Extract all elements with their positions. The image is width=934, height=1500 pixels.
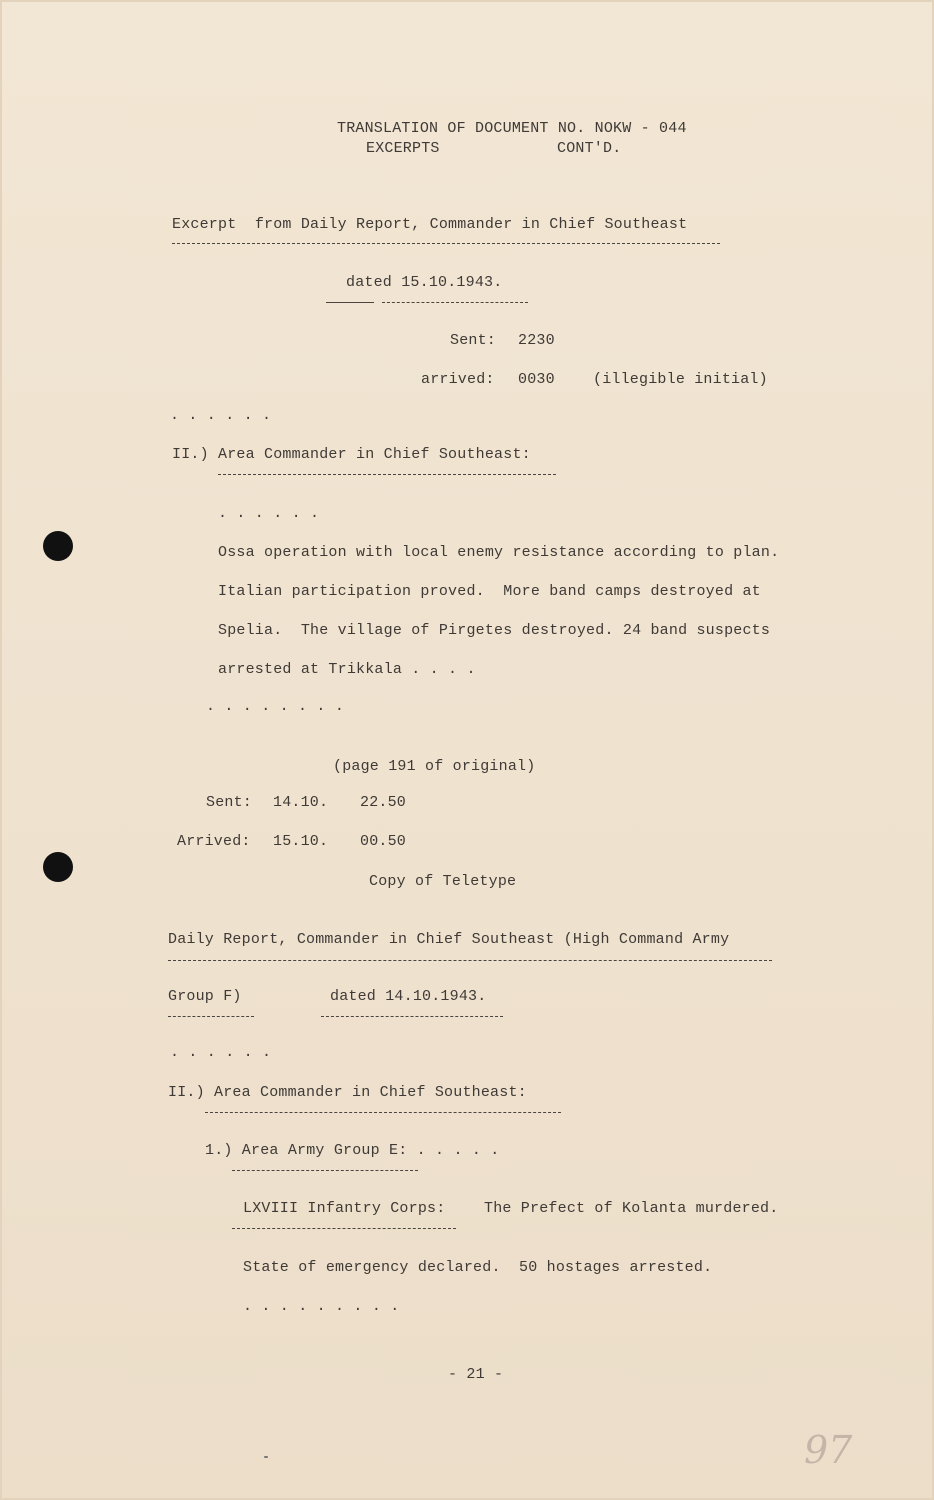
body-line: Spelia. The village of Pirgetes destroyed. 24 band suspects bbox=[218, 622, 771, 639]
body-line: arrested at Trikkala . . . . bbox=[218, 661, 476, 678]
omission-dots: . . . . . . bbox=[170, 1044, 272, 1061]
report-title-continued: Group F) bbox=[168, 988, 242, 1005]
handwritten-number: 97 bbox=[804, 1428, 853, 1472]
section-heading: II.) Area Commander in Chief Southeast: bbox=[168, 1084, 527, 1101]
sent-label: Sent: bbox=[450, 332, 497, 349]
corps-text: The Prefect of Kolanta murdered. bbox=[484, 1200, 779, 1217]
date-underline bbox=[321, 1016, 503, 1017]
title-underline bbox=[168, 960, 772, 961]
body-line: State of emergency declared. 50 hostages arrested. bbox=[243, 1259, 713, 1276]
report-title: Daily Report, Commander in Chief Southeast (High Command Army bbox=[168, 931, 730, 948]
sent-date: 14.10. bbox=[273, 794, 329, 811]
page-reference: (page 191 of original) bbox=[333, 758, 536, 775]
body-line: Ossa operation with local enemy resistance according to plan. bbox=[218, 544, 780, 561]
subsection-heading: 1.) Area Army Group E: . . . . . bbox=[205, 1142, 500, 1159]
copy-of-teletype: Copy of Teletype bbox=[369, 873, 517, 890]
group-underline bbox=[168, 1016, 254, 1017]
arrived-date: 15.10. bbox=[273, 833, 329, 850]
corps-underline bbox=[232, 1228, 456, 1229]
section-underline bbox=[218, 474, 556, 475]
punch-hole bbox=[43, 852, 73, 882]
omission-dots: . . . . . . bbox=[218, 505, 320, 522]
report-date: dated 15.10.1943. bbox=[346, 274, 503, 291]
omission-dots: . . . . . . . . bbox=[206, 698, 345, 715]
sent-label: Sent: bbox=[206, 794, 253, 811]
document-title: TRANSLATION OF DOCUMENT NO. NOKW - 044 bbox=[337, 120, 687, 137]
arrived-time: 00.50 bbox=[360, 833, 407, 850]
excerpt-title: Excerpt from Daily Report, Commander in Chief Southeast bbox=[172, 216, 688, 233]
section-heading: II.) Area Commander in Chief Southeast: bbox=[172, 446, 531, 463]
title-underline bbox=[172, 243, 720, 244]
omission-dots: . . . . . . . . . bbox=[243, 1298, 400, 1315]
body-line: Italian participation proved. More band camps destroyed at bbox=[218, 583, 761, 600]
punch-hole bbox=[43, 531, 73, 561]
paper-speck bbox=[264, 1456, 268, 1458]
report-date: dated 14.10.1943. bbox=[330, 988, 487, 1005]
continued-label: CONT'D. bbox=[557, 140, 622, 157]
arrived-label: Arrived: bbox=[177, 833, 251, 850]
date-underline bbox=[326, 302, 374, 303]
subsection-underline bbox=[232, 1170, 418, 1171]
omission-dots: . . . . . . bbox=[170, 407, 272, 424]
sent-value: 2230 bbox=[518, 332, 555, 349]
illegible-initial: (illegible initial) bbox=[593, 371, 768, 388]
sent-time: 22.50 bbox=[360, 794, 407, 811]
date-underline-dashed bbox=[382, 302, 528, 303]
arrived-label: arrived: bbox=[421, 371, 495, 388]
arrived-value: 0030 bbox=[518, 371, 555, 388]
excerpts-label: EXCERPTS bbox=[366, 140, 440, 157]
section-underline bbox=[205, 1112, 561, 1113]
corps-label: LXVIII Infantry Corps: bbox=[243, 1200, 446, 1217]
page-number: - 21 - bbox=[448, 1366, 504, 1383]
